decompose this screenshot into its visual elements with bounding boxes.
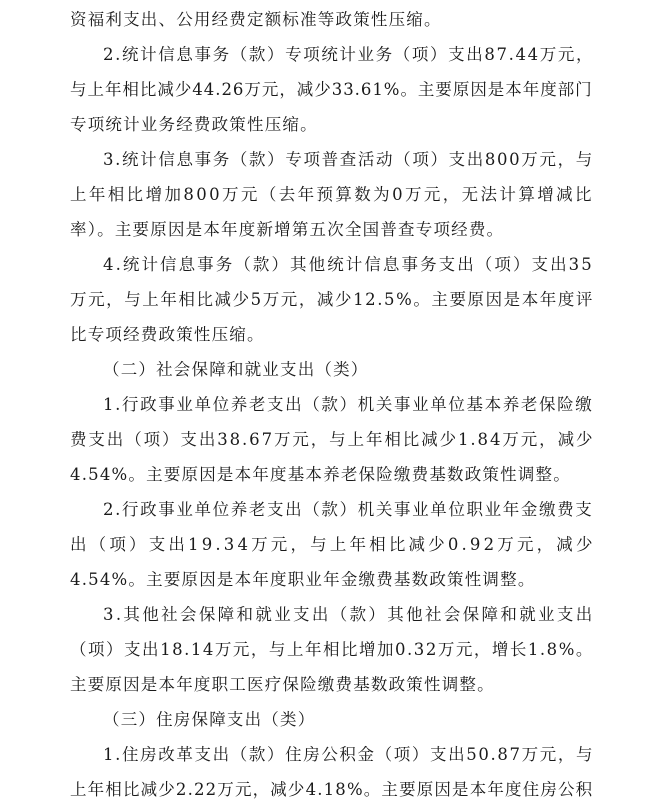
paragraph-line: 1.行政事业单位养老支出（款）机关事业单位基本养老保险缴 xyxy=(103,395,594,414)
paragraph-line: 比专项经费政策性压缩。 xyxy=(70,325,265,344)
paragraph-line: 2.行政事业单位养老支出（款）机关事业单位职业年金缴费支 xyxy=(103,500,594,519)
paragraph-line: 4.54%。主要原因是本年度职业年金缴费基数政策性调整。 xyxy=(70,570,536,589)
paragraph-line: 4.统计信息事务（款）其他统计信息事务支出（项）支出35 xyxy=(103,255,594,274)
paragraph-line: 上年相比增加800万元（去年预算数为0万元，无法计算增减比 xyxy=(70,185,594,204)
paragraph-line: 主要原因是本年度职工医疗保险缴费基数政策性调整。 xyxy=(70,675,495,694)
paragraph-line: 上年相比减少2.22万元，减少4.18%。主要原因是本年度住房公积 xyxy=(70,780,594,799)
paragraph-line: （项）支出18.14万元，与上年相比增加0.32万元，增长1.8%。 xyxy=(70,640,594,659)
paragraph-line: 1.住房改革支出（款）住房公积金（项）支出50.87万元，与 xyxy=(103,745,595,764)
paragraph-line: 率）。主要原因是本年度新增第五次全国普查专项经费。 xyxy=(70,220,505,239)
paragraph-line: 费支出（项）支出38.67万元，与上年相比减少1.84万元，减少 xyxy=(70,430,595,449)
paragraph-line: 2.统计信息事务（款）专项统计业务（项）支出87.44万元， xyxy=(103,45,595,64)
paragraph-line: 与上年相比减少44.26万元，减少33.61%。主要原因是本年度部门 xyxy=(70,80,593,99)
paragraph-line: 专项统计业务经费政策性压缩。 xyxy=(70,115,318,134)
paragraph-line: （三）住房保障支出（类） xyxy=(103,710,316,729)
paragraph-line: 资福利支出、公用经费定额标准等政策性压缩。 xyxy=(70,10,442,29)
paragraph-line: （二）社会保障和就业支出（类） xyxy=(103,360,369,379)
paragraph-line: 4.54%。主要原因是本年度基本养老保险缴费基数政策性调整。 xyxy=(70,465,571,484)
paragraph-line: 3.统计信息事务（款）专项普查活动（项）支出800万元，与 xyxy=(103,150,594,169)
paragraph-line: 万元，与上年相比减少5万元，减少12.5%。主要原因是本年度评 xyxy=(70,290,594,309)
paragraph-line: 出（项）支出19.34万元，与上年相比减少0.92万元，减少 xyxy=(70,535,596,554)
paragraph-line: 3.其他社会保障和就业支出（款）其他社会保障和就业支出 xyxy=(103,605,595,624)
